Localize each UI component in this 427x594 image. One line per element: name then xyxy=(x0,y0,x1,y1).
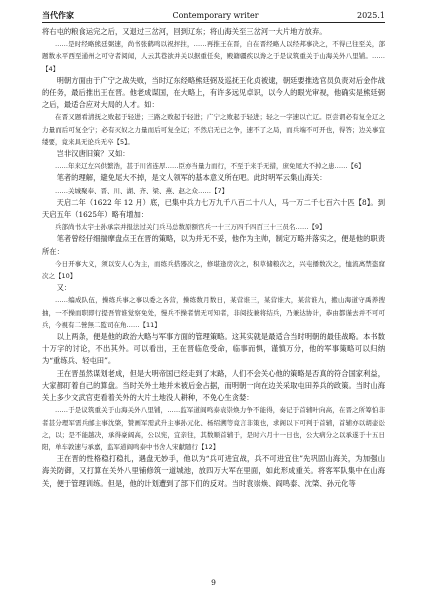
block-quote: 今日开事大义，须以安人心为主，而练兵搭器次之，修堪逢房次之，积草储粮次之，兴屯播数次之，恤流离禁盗窟次之【10】 xyxy=(42,259,385,281)
body-paragraph: 王在晋虽然谋划老成，但是大明帝国已经走到了末路，人们不会关心他的策略是否真的符合国家利益，大家都盯着自己的算盘。当时关外土地并未被后金占据，而明朝一向在边关采取屯田养兵的政策。当时山海关上多少文武官吏看着关外的大片土地没人耕种，不免心生贪婪： xyxy=(42,368,385,403)
running-header xyxy=(42,7,385,21)
body-paragraph: 又： xyxy=(56,283,72,293)
body-paragraph: 天启二年（1622 年 12 月）底，已集中兵力七万九千八百二十八人，马一万二千七百六十匹【8】。到天启五年（1625年）略有增加： xyxy=(42,197,385,220)
block-quote: 在晋又题看清抚之败起于轻进；三路之败起于轻进；广宁之败起于轻进；轻之一字速以亡辽。臣尝谓必有复全辽之力量而后可复全宁；必有灭奴之力量而后可复全辽；不然启无已之争，速不了之局，而兵端不可开也，得答；边关事宜缕要，竟来具无论兵无卒【5】。 xyxy=(42,113,385,146)
block-quote: ……编成队伍，操练兵事之事以委之各营，操练数月数日，某营谁三，某营谁大，某营谁九，搬山海道守禹养搜抽，一不操而职即行提吾管谁觉察免处，慢兵不操者情无可知者，非阅技兼将结兵，乃兼达协计，恭由都谨去并不可可兵，今視有二營無二監司在角……【11】 xyxy=(42,296,385,329)
body-paragraph: 笔者曾经仔细揣摩盘点王在晋的策略，以为并无不妥，他作为主帅，制定万略并落实之，便是他的职责所在： xyxy=(42,234,385,256)
journal-title-cn: 当代作家 xyxy=(42,11,74,20)
block-quote: 兵部尚书太宇士孙承宗并报法过关门兵马总数原额官兵一十三万四千四百三十三员名……【9】 xyxy=(55,223,326,232)
body-paragraph: 岂非汉唐旧策？又如： xyxy=(56,149,130,159)
article-body xyxy=(42,26,385,490)
body-paragraph: 笔者的理解，避免尾大不掉，是文人领军的基本意义所在吧。此时明军云集山海关： xyxy=(56,173,327,183)
page-number: 9 xyxy=(211,578,216,587)
block-quote: ……关城聚奉、晋、川、湖、齐、梁、燕、赵之众……【7】 xyxy=(55,186,229,195)
block-quote: ……于是议筑重关于山海关外八里铺，……监军道阎鸣泰袁崇焕力争不能得，奏记于首辅叶向高，在晋之所筹怕非者甚分理军需兵邮主事沈棨，赞画军需武升主事孙元化、杨绍溯等竟言非策也，求阁以下可判于首辅，首辅亦以胡壶讼之，以；是不能越决，承得豪阔高，公以宪，宜亲往，其数顺首辅于，是时六月十一日也，公大病分之以承遂于十五日阳，单车敦速与承嘉，监军道阎鸣泰中书舍人宋献随行【12】 xyxy=(42,406,385,451)
journal-title-en: Contemporary writer xyxy=(172,11,259,20)
block-quote: ……年来辽左兴供繁浩，甚于川省连厚……臣亦当量力而行，不至于来手无措，庶免尾大不掉之患……【6】 xyxy=(55,162,365,171)
body-paragraph: 以上两条，便是他的政治大略与军事方面的管理策略。这其实就是最适合当时明朝的最佳战略。本书数十万字的讨论，不出其外。可以看出，王在晋临危受命，临事而惧，谨慎万分，他的军事策略可以归纳为“重练兵、轻屯田”。 xyxy=(42,332,385,366)
body-paragraph: 王在晋的性格稳打稳扎，遇盘无妙手，他以为“兵可进宜战，兵不可进宜住”先巩固山海关，为加强山海关防御，又打算在关外八里铺修筑一道城池，放四万大军在里面，如此形成重关。将客军队集中在山海关，便于管理训练。但是，他的计划遭到了部下们的反对。当时袁崇焕、阎鸣泰、沈棨、孙元化等 xyxy=(42,454,385,488)
header-rule xyxy=(42,22,385,23)
body-paragraph: 将右屯的粮食运完之后，又退过三岔河，回到辽东；将山海关至三岔河一大片地方放弃。 xyxy=(42,27,327,36)
issue-number: 2025.1 xyxy=(356,11,385,20)
block-quote: ……是时经略熊廷弼速，尚书张鹤鸣以祝抨拄，……再推王在晋，自在晋经略人以经邦事决之，不得已往至关，部题数永平西至通州之可守者阅闻，人云其巷欲并关以据重任矣，殿籍疆疾以谗之于是议筑重关于山海关外八里铺。……【4】 xyxy=(42,40,385,73)
body-paragraph: 明朝方面由于广宁之战失败，当时辽东经略熊廷弼及巡抚王化贞被逮，朝廷要推选官员负责对后金作战的任务，最后推出王在晋。他老成谋国，在大略上，有许多远见卓识，以今人的眼光审视，他确实是熊廷弼之后，最适合应对大局的人才。如： xyxy=(42,75,385,110)
